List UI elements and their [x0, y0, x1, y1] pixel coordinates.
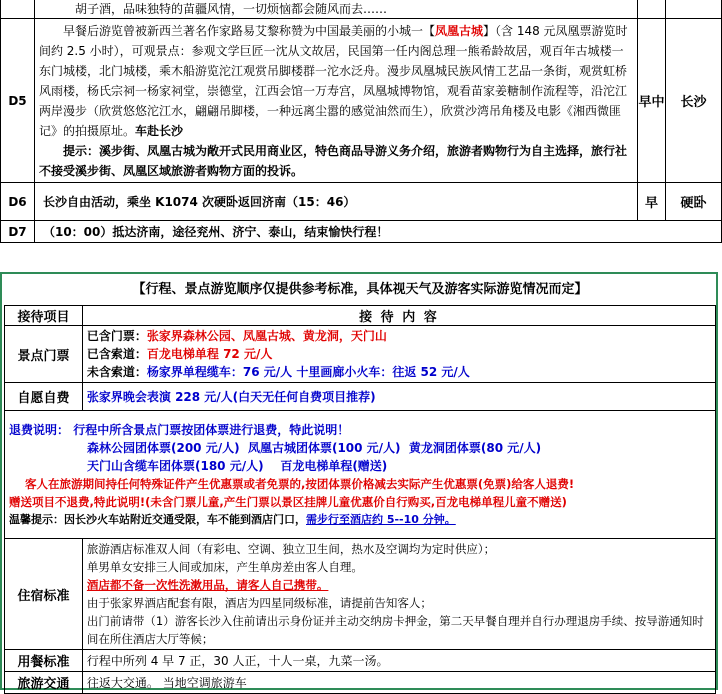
- transport-label: 旅游交通: [5, 672, 83, 694]
- hotel-content: 旅游酒店标准双人间（有彩电、空调、独立卫生间，热水及空调均为定时供应）； 单男单女安排三人间或加床，产生单房差由客人自理。 酒店都不备一次性洗漱用品，请客人自己携带。 由于张家界酒店配套有限，酒店为四星同级标准，请提前告知客人； 出门前请带（1）游客长沙入住前请出示身份证并主动交纳房卡押金，第二天早餐自理并自行办理退房手续、按导游通知时间在所住酒店大厅等候；: [82, 539, 715, 650]
- transport-row: [5, 672, 716, 694]
- hotel-d6: 硬卧: [666, 183, 722, 221]
- refund-policy-1: 客人在旅游期间持任何特殊证件产生优惠票或者免票的,按团体票价格减去实际产生优惠票(免票)给客人退费!: [25, 476, 575, 491]
- notice-line: 【行程、景点游览顺序仅提供参考标准，具体视天气及游客实际游览情况而定】: [132, 282, 588, 297]
- optional-row: [5, 383, 716, 411]
- itinerary-table: [0, 0, 722, 243]
- header-content: 接 待 内 容: [82, 306, 715, 326]
- scenic-row: [5, 326, 716, 383]
- hotel-d5: 长沙: [666, 19, 722, 183]
- service-table: [4, 305, 716, 694]
- hotel-label: 住宿标准: [5, 539, 83, 650]
- meal-value: 行程中所列 4 早 7 正，30 人正，十人一桌，九菜一汤。: [82, 650, 715, 672]
- optional-value: 张家界晚会表演 228 元/人(白天无任何自费项目推荐): [82, 383, 715, 411]
- hotel-row: [5, 539, 716, 650]
- scenic-content: 已含门票：张家界森林公园、凤凰古城、黄龙洞，天门山 已含索道：百龙电梯单程 72 元/人 未含索道：杨家界单程缆车：76 元/人 十里画廊小火车：往返 52 元/人: [82, 326, 715, 383]
- day-label-d6: D6: [1, 183, 35, 221]
- refund-content: 退费说明： 行程中所含景点门票按团体票进行退费，特此说明！ 森林公园团体票(200 元/人) 凤凰古城团体票(100 元/人) 黄龙洞团体票(80 元/人) 天门山含缆车团体票(180 元/人) 百龙电梯单程(赠送) 客人在旅游期间持任何特殊证件产生优惠票或者免票的,按团体票价格减去实际产生优惠票(免票)给客人退费! 赠送项目不退费,特此说明!(未含门票儿童,产生门票以景区挂牌儿童优惠价自行购买,百龙电梯单程儿童不赠送) 温馨提示：因长沙火车站附近交通受限，车不能到酒店门口，需步行至酒店约 5--10 分钟。: [5, 411, 716, 539]
- refund-policy-2: 赠送项目不退费,特此说明!(未含门票儿童,产生门票以景区挂牌儿童优惠价自行购买,百龙电梯单程儿童不赠送): [9, 494, 567, 509]
- day-tip-d5: 提示：溪步街、凤凰古城为敞开式民用商业区，特色商品导游义务介绍，旅游者购物行为自主选择，旅行社不接受溪步街、凤凰区域旅游者购物方面的投诉。: [38, 143, 627, 178]
- warm-tip: 温馨提示：因长沙火车站附近交通受限，车不能到酒店门口，需步行至酒店约 5--10 分钟。: [9, 512, 456, 526]
- highlight-fenghuang: 凤凰古城: [434, 23, 483, 38]
- prev-day-tail: 胡子酒，品味独特的苗疆风情，一切烦恼都会随风而去……: [34, 0, 637, 19]
- refund-row: [5, 411, 716, 539]
- header-item: 接待项目: [5, 306, 83, 326]
- day-label-d5: D5: [1, 19, 35, 183]
- meal-label: 用餐标准: [5, 650, 83, 672]
- itinerary-row-d6: [1, 183, 722, 221]
- itinerary-row-d5: [1, 19, 722, 183]
- service-header-row: [5, 306, 716, 326]
- transport-value: 往返大交通。 当地空调旅游车: [82, 672, 715, 694]
- day-text-d5: 早餐后游览曾被新西兰著名作家路易艾黎称赞为中国最美丽的小城一【凤凰古城】（含 148 元凤凰票游览时间约 2.5 小时），可观景点：参观文学巨匠一沈从文故居，民国第一任内阁总理一熊希龄故居，观百年古城楼一东门城楼，北门城楼，乘木船游览沱江观赏吊脚楼群一沱水泛舟。漫步凤凰城民族风情工艺品一条街，观赏虹桥风雨楼，杨氏宗祠一杨家祠堂，崇德堂，江西会馆一万寿宫，凤凰城博物馆，观看苗家姜糖制作流程等，沿沱江两岸漫步（欣赏悠悠沱江水，翩翩吊脚楼，一种远离尘嚣的感觉油然而生），欣赏沙湾吊角楼及电影《湘西微匪记》的拍摄原址。车赴长沙 提示：溪步街、凤凰古城为敞开式民用商业区，特色商品导游义务介绍，旅游者购物行为自主选择，旅行社不接受溪步街、凤凰区域旅游者购物方面的投诉。: [34, 19, 637, 183]
- day-label-d7: D7: [1, 221, 35, 243]
- hotel-warning: 酒店都不备一次性洗漱用品，请客人自己携带。: [86, 578, 329, 592]
- scenic-label: 景点门票: [5, 326, 83, 383]
- itinerary-row-d7: [1, 221, 722, 243]
- meal-d5: 早中: [638, 19, 666, 183]
- meal-d6: 早: [638, 183, 666, 221]
- meal-row: [5, 650, 716, 672]
- optional-label: 自愿自费: [5, 383, 83, 411]
- itinerary-row-prev: [1, 0, 722, 19]
- day-text-d6: 长沙自由活动，乘坐 K1074 次硬卧返回济南（15：46）: [34, 183, 637, 221]
- day-text-d7: （10：00）抵达济南，途径兖州、济宁、泰山，结束愉快行程！: [34, 221, 721, 243]
